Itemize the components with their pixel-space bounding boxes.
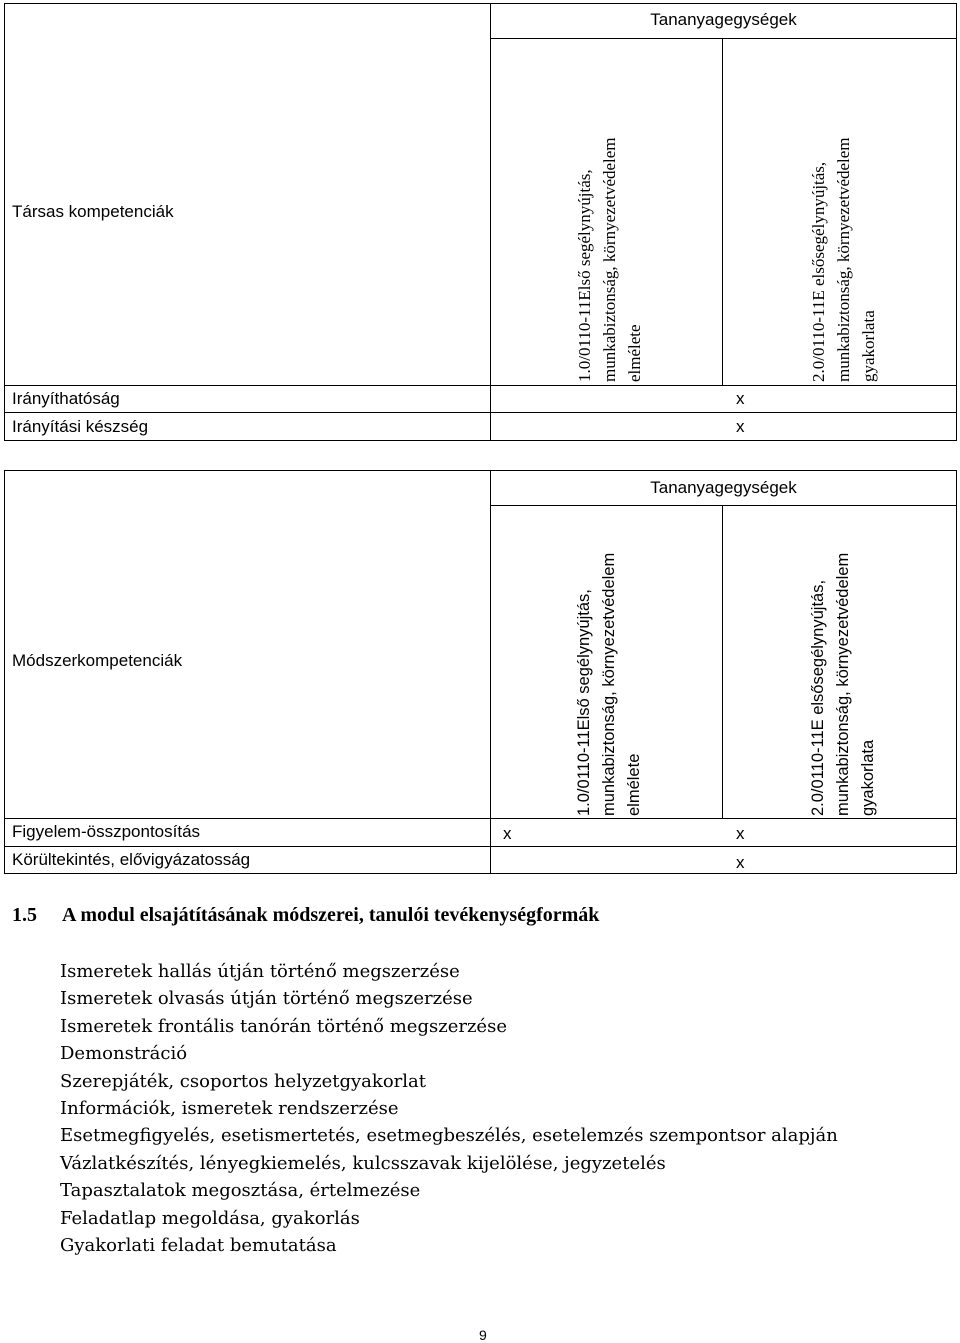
table2-unit2-header — [806, 553, 881, 816]
method-item: Feladatlap megoldása, gyakorlás — [60, 1207, 360, 1229]
table1-row-divider — [4, 412, 957, 413]
method-item: Vázlatkészítés, lényegkiemelés, kulcsszavak kijelölése, jegyzetelés — [60, 1152, 666, 1174]
unit-header-line: 2.0/0110-11E elsősegélynyújtás, — [809, 161, 828, 382]
table2-unit1-header — [572, 553, 647, 816]
table1-row-label: Irányíthatóság — [12, 389, 120, 408]
method-item: Ismeretek hallás útján történő megszerzése — [60, 961, 460, 982]
method-item: Szerepjáték, csoportos helyzetgyakorlat — [60, 1070, 426, 1092]
section-title: A modul elsajátításának módszerei, tanulói tevékenységformák — [62, 904, 600, 926]
unit-header-line: 2.0/0110-11E elsősegélynyújtás, — [809, 579, 827, 816]
table1-row-mark-unit2: x — [736, 417, 745, 436]
table2-row-mark-unit2: x — [736, 853, 745, 872]
section-heading — [12, 904, 599, 927]
table1-header — [490, 10, 957, 30]
table1-unit-divider — [722, 38, 723, 385]
unit-header-line: elmélete — [625, 324, 644, 382]
table1-category-label: Társas kompetenciák — [12, 202, 174, 221]
unit-header-line: elmélete — [625, 753, 643, 816]
method-item: Ismeretek frontális tanórán történő megszerzése — [60, 1015, 507, 1037]
unit-header-line: munkabiztonság, környezetvédelem — [834, 552, 852, 816]
table2-row-label: Figyelem-összpontosítás — [12, 822, 201, 841]
table1-unit1-header — [572, 137, 647, 382]
method-item: Tapasztalatok megosztása, értelmezése — [60, 1180, 421, 1202]
table1-row-mark-unit2: x — [736, 389, 745, 408]
method-item: Demonstráció — [60, 1043, 188, 1065]
method-item: Esetmegfigyelés, esetismertetés, esetmegbeszélés, esetelemzés szempontsor alapján — [60, 1125, 838, 1147]
method-item: Információk, ismeretek rendszerzése — [60, 1098, 399, 1120]
table1-row-divider — [4, 385, 957, 386]
table2-unit-divider — [722, 505, 723, 818]
page-number: 9 — [479, 1327, 487, 1343]
table2-row-mark-unit1: x — [503, 824, 512, 843]
section-number: 1.5 — [12, 904, 37, 926]
table1-header-text: Tananyagegységek — [650, 10, 797, 29]
table1-left-divider — [490, 3, 491, 441]
unit-header-line: munkabiztonság, környezetvédelem — [600, 137, 619, 382]
unit-header-line: gyakorlata — [859, 739, 877, 816]
table2-row-divider — [4, 818, 957, 819]
table1-row-label: Irányítási készség — [12, 417, 149, 436]
unit-header-line: 1.0/0110-11Első segélynyújtás, — [575, 589, 593, 816]
table2-left-divider — [490, 470, 491, 874]
table2-row-divider — [4, 846, 957, 847]
table1-header-divider — [490, 38, 957, 39]
table2-header-text: Tananyagegységek — [650, 478, 797, 497]
table2-header-divider — [490, 505, 957, 506]
unit-header-line: gyakorlata — [859, 310, 878, 382]
methods-list — [60, 958, 838, 1259]
method-item: Gyakorlati feladat bemutatása — [60, 1235, 337, 1257]
unit-header-line: munkabiztonság, környezetvédelem — [600, 552, 618, 816]
table2-row-label: Körültekintés, elővigyázatosság — [12, 850, 251, 869]
table2-category-label: Módszerkompetenciák — [12, 651, 183, 670]
table1-unit2-header — [806, 137, 881, 382]
table2-row-mark-unit2: x — [736, 824, 745, 843]
unit-header-line: munkabiztonság, környezetvédelem — [834, 137, 853, 382]
table2-header — [490, 478, 957, 498]
unit-header-line: 1.0/0110-11Első segélynyújtás, — [575, 169, 594, 382]
method-item: Ismeretek olvasás útján történő megszerzése — [60, 988, 473, 1010]
